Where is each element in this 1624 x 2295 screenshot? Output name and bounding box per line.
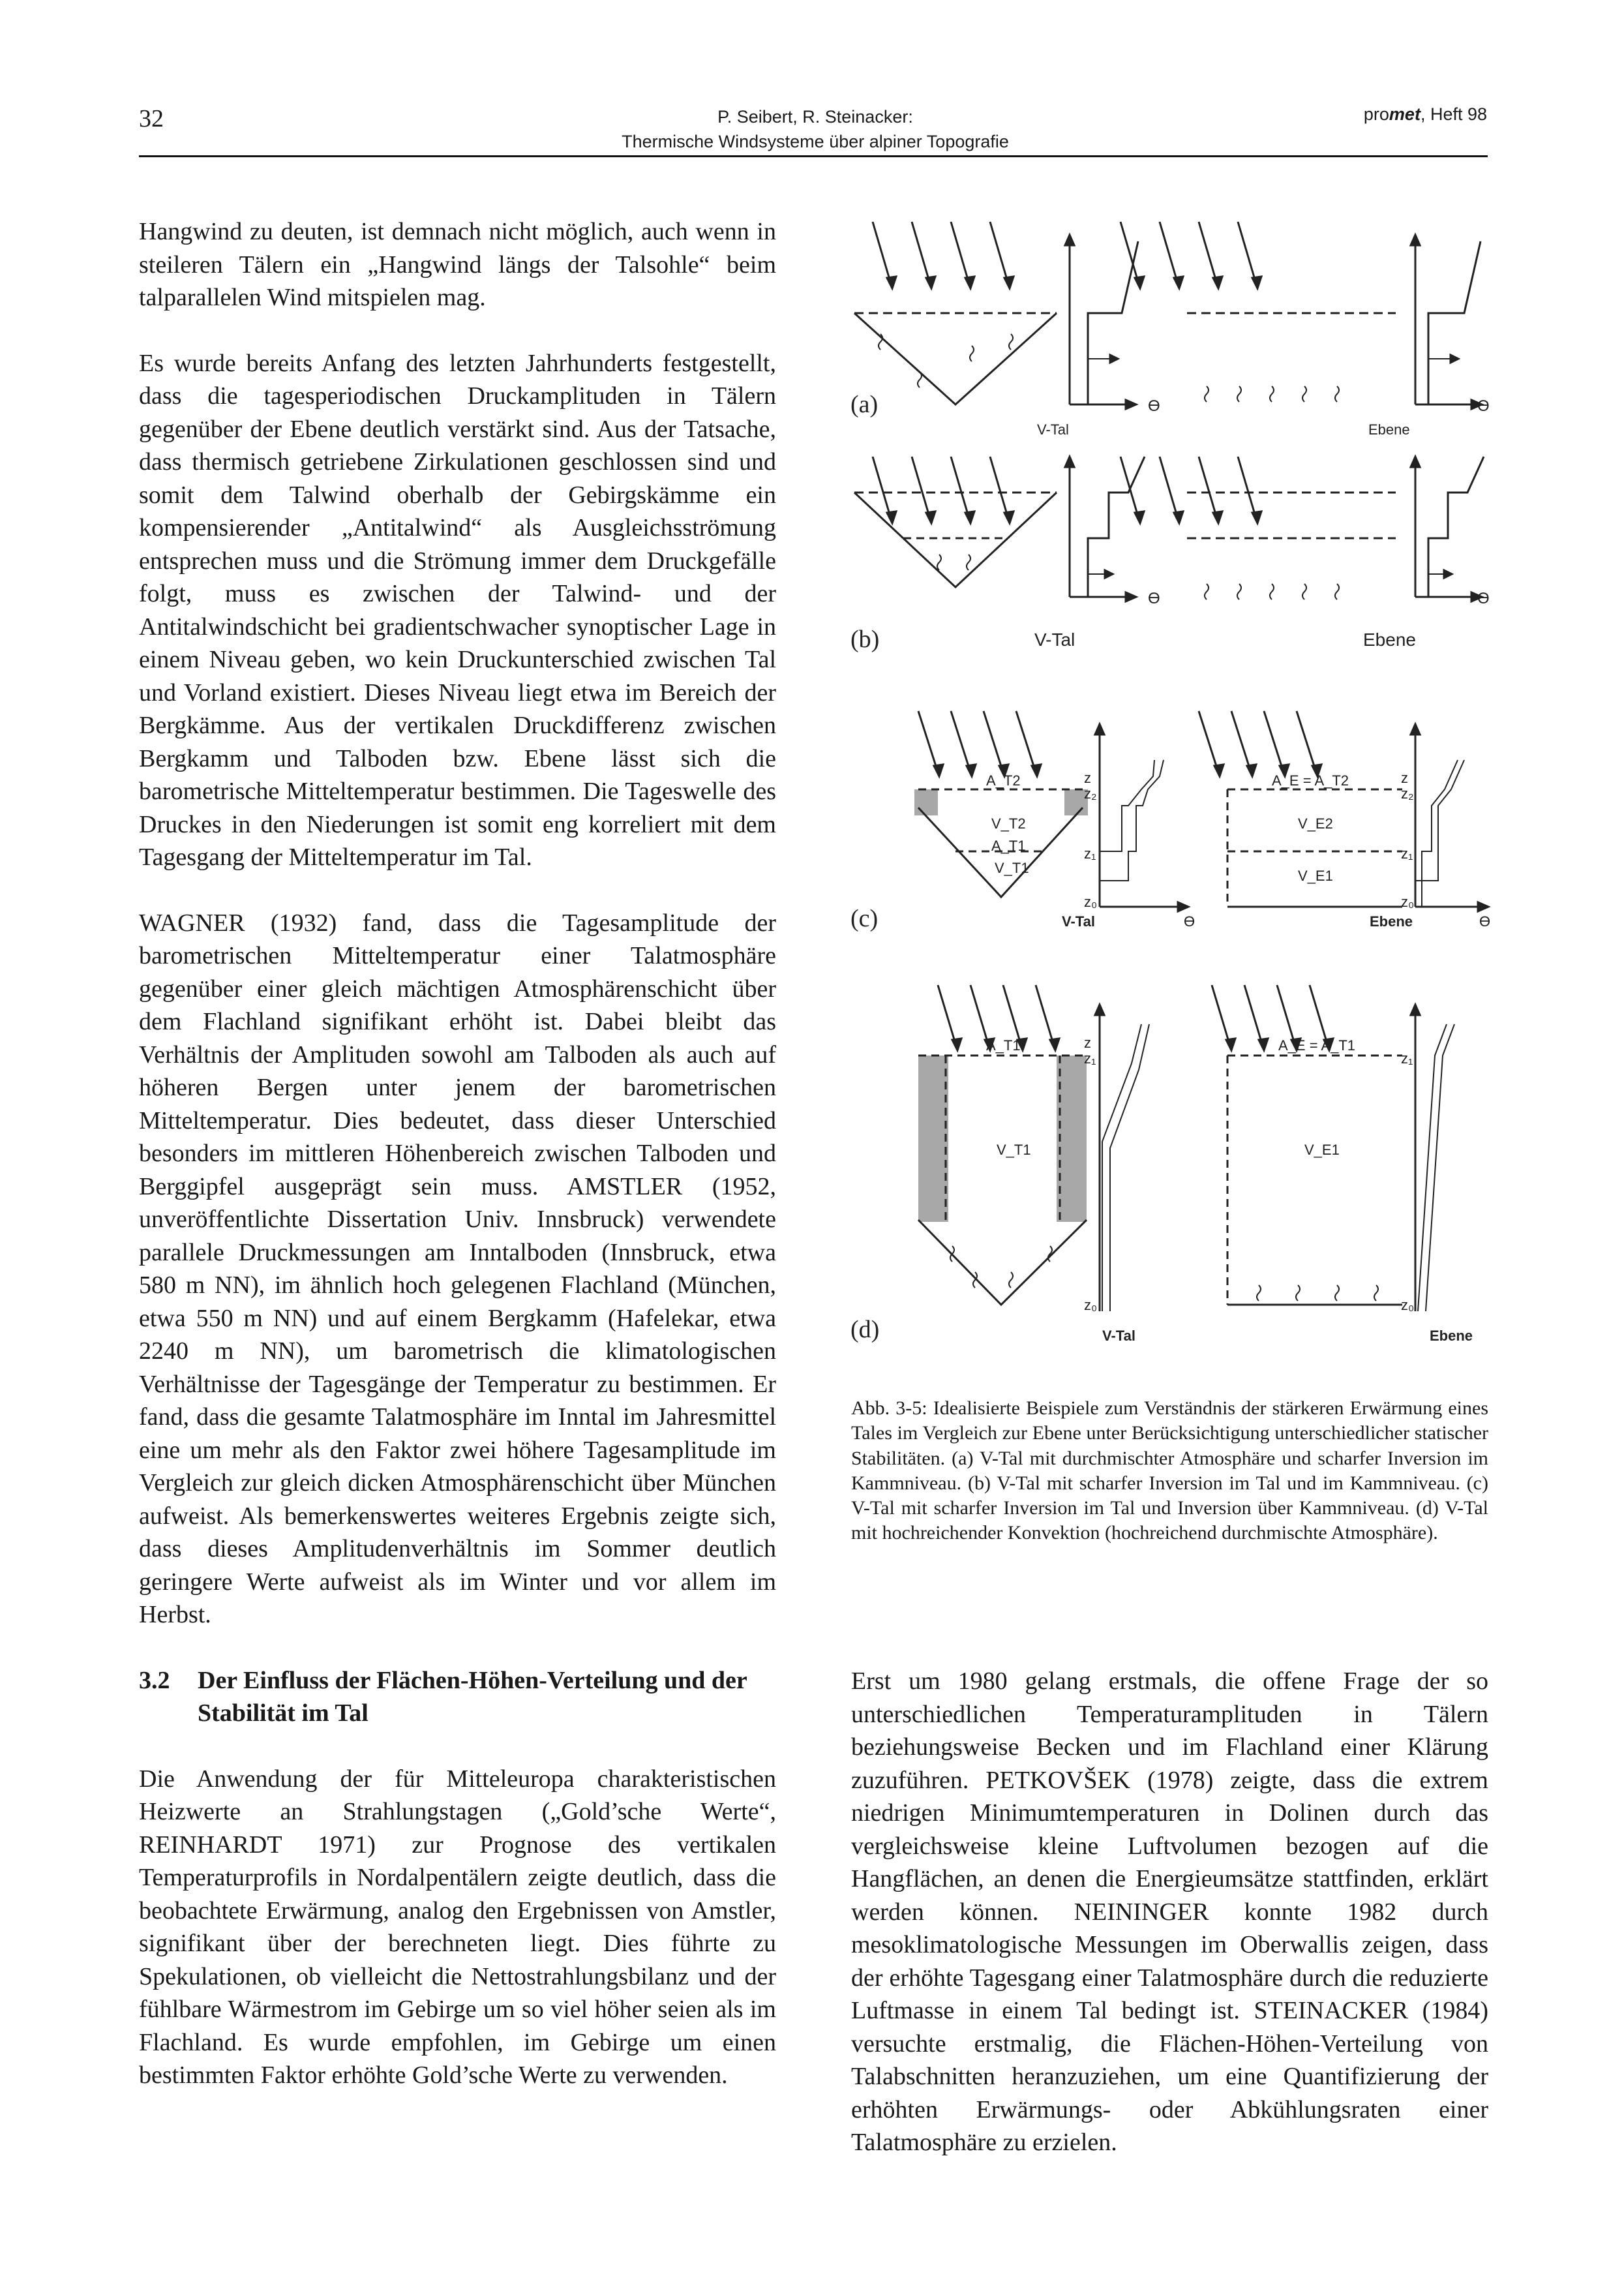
right-column (851, 1665, 1488, 2159)
ebene-label: Ebene (1370, 913, 1413, 930)
journal-issue (1337, 104, 1487, 125)
section-title: Der Einfluss der Flächen-Höhen-Verteilung und der Stabilität im Tal (198, 1666, 747, 1727)
label-ve1: V_E1 (1304, 1142, 1340, 1158)
label-z0: z₀ (1084, 1297, 1098, 1313)
label-z1: z₁ (1401, 1050, 1413, 1067)
label-at2: A_T2 (986, 772, 1021, 789)
panel-d-label: (d) (850, 1316, 880, 1343)
figure-caption: Abb. 3-5: Idealisierte Beispiele zum Verständnis der stärkeren Erwärmung eines Tales im Vergleich zur Ebene unter Berücksichtigung unterschiedlicher statischer Stabilitäten. (a) V-Tal mit durchmischter Atmosphäre und scharfer Inversion im Kammniveau. (b) V-Tal mit scharfer Inversion im Tal und im Kammniveau. (c) V-Tal mit scharfer Inversion im Tal und Inversion über Kammniveau. (d) V-Tal mit hochreichender Konvektion (hochreichend durchmischte Atmosphäre). (851, 1397, 1488, 1544)
label-z0: z₀ (1084, 894, 1098, 910)
figure-3-5 (841, 215, 1494, 1396)
journal-brand: met (1389, 104, 1421, 124)
label-z1: z₁ (1084, 1050, 1096, 1067)
label-z0: z₀ (1401, 1297, 1415, 1313)
label-vt2: V_T2 (991, 815, 1026, 832)
theta-label: ϴ (1477, 397, 1490, 415)
label-z0: z₀ (1401, 894, 1415, 910)
label-ve1: V_E1 (1298, 868, 1333, 884)
label-at1: A_T1 (986, 1037, 1021, 1054)
paragraph: WAGNER (1932) fand, dass die Tagesamplitude der barometrischen Mitteltemperatur einer Talatmosphäre gegenüber einer gleich mächtigen Atmosphärenschicht über dem Flachland signifikant erhöht ist. Dabei bleibt das Verhältnis der Amplituden sowohl am Talboden als auch auf höheren Bergen unter jenem der barometrischen Mitteltemperatur. Dies bedeutet, dass dieser Unterschied besonders im mittleren Höhenbereich zwischen Talboden und Berggipfel ausgeprägt sein muss. AMSTLER (1952, unveröffentlichte Dissertation Univ. Innsbruck) verwendete parallele Druckmessungen am Inntalboden (Innsbruck, etwa 580 m NN), im ähnlich hoch gelegenen Flachland (München, etwa 550 m NN) und auf einem Bergkamm (Hafelekar, etwa 2240 m NN), um barometrisch die klimatologischen Verhältnisse der Tagesgänge der Temperatur zu bestimmen. Er fand, dass die gesamte Talatmosphäre im Inntal im Jahresmittel eine um mehr als den Faktor zwei höhere Tagesamplitude im Vergleich zur gleich dicken Atmosphärenschicht über München aufweist. Als bemerkenswertes weiteres Ergebnis zeigte sich, dass dieses Amplitudenverhältnis im Sommer deutlich geringere Werte aufweist als im Winter und vor allem im Herbst. (139, 909, 776, 1628)
paragraph: Erst um 1980 gelang erstmals, die offene Frage der so unterschiedlichen Temperaturamplituden in Tälern beziehungsweise Becken und im Flachland einer Klärung zuzuführen. PETKOVŠEK (1978) zeigte, dass die extrem niedrigen Minimumtemperaturen in Dolinen durch das vergleichsweise kleine Luftvolumen bezogen auf die Hangflächen, an denen die Energieumsätze stattfinden, erklärt werden können. NEININGER konnte 1982 durch mesoklimatologische Messungen im Oberwallis zeigen, dass der erhöhte Tagesgang einer Talatmosphäre durch die reduzierte Luftmasse in einem Tal bedingt ist. STEINACKER (1984) versuchte erstmalig, die Flächen-Höhen-Verteilung von Talabschnitten heranzuziehen, um eine Quantifizierung der erhöhten Erwärmungs- oder Abkühlungsraten einer Talatmosphäre zu erzielen. (851, 1667, 1488, 2156)
header-authors: P. Seibert, R. Steinacker: (717, 107, 913, 127)
section-number: 3.2 (139, 1666, 170, 1694)
paragraph: Die Anwendung der für Mitteleuropa charakteristischen Heizwerte an Strahlungstagen („Gold’sche Werte“, REINHARDT 1971) zur Prognose des vertikalen Temperaturprofils in Nordalpentälern zeigte deutlich, dass die beobachtete Erwärmung, analog den Ergebnissen von Amstler, signifikant über der berechneten liegt. Dies führte zu Spekulationen, ob vielleicht die Nettostrahlungsbilanz und der fühlbare Wärmestrom im Gebirge um so viel höher seien als im Flachland. Es wurde empfohlen, im Gebirge um einen bestimmten Faktor erhöhte Gold’sche Werte zu verwenden. (139, 1765, 776, 2089)
vtal-label: V-Tal (1034, 630, 1075, 650)
paragraph: Es wurde bereits Anfang des letzten Jahrhunderts festgestellt, dass die tagesperiodischen Druckamplituden in Tälern gegenüber der Ebene deutlich verstärkt sind. Aus der Tatsache, dass thermisch getriebene Zirkulationen geschlossen sind und somit dem Talwind oberhalb der Gebirgskämme ein kompensierender „Antitalwind“ als Ausgleichsströmung entsprechen muss und die Strömung immer dem Druckgefälle folgt, muss es zwischen der Talwind- und der Antitalwindschicht bei gradientschwacher synoptischer Lage in einem Niveau geben, wo kein Druckunterschied zwischen Tal und Vorland existiert. Dieses Niveau liegt etwa im Bereich der Bergkämme. Aus der vertikalen Druckdifferenz zwischen Bergkamm und Talboden bzw. Ebene lässt sich die barometrische Mitteltemperatur bestimmen. Die Tageswelle des Druckes in den Niederungen ist somit eng korreliert mit dem Tagesgang der Mitteltemperatur im Tal. (139, 349, 776, 871)
label-z1: z₁ (1401, 845, 1413, 862)
header-rule (139, 155, 1488, 157)
journal-prefix: pro (1363, 104, 1389, 124)
label-ae-at1: A_E = A_T1 (1278, 1037, 1356, 1054)
radiation-arrows (873, 222, 1261, 288)
section-heading (139, 1664, 776, 1730)
label-z2: z₂ (1084, 785, 1097, 802)
theta-label: ϴ (1148, 397, 1160, 415)
header-title: Thermische Windsysteme über alpiner Topografie (622, 132, 1009, 151)
panel-c (850, 711, 1490, 932)
running-header (574, 104, 1057, 154)
vtal-label: V-Tal (1037, 421, 1069, 438)
label-z: z (1401, 770, 1408, 786)
left-column (139, 215, 776, 2092)
panel-a-label: (a) (850, 391, 879, 418)
label-vt1: V_T1 (995, 860, 1029, 876)
label-at1: A_T1 (991, 838, 1026, 854)
label-z: z (1084, 770, 1091, 786)
vtal-label: V-Tal (1062, 913, 1095, 930)
label-z1: z₁ (1084, 845, 1096, 862)
label-z: z (1084, 1035, 1091, 1051)
theta-label: ϴ (1148, 590, 1160, 607)
label-ae-at2: A_E = A_T2 (1272, 772, 1349, 789)
ebene-label: Ebene (1363, 630, 1416, 650)
paragraph: Hangwind zu deuten, ist demnach nicht möglich, auch wenn in steileren Tälern ein „Hangwind längs der Talsohle“ beim talparallelen Wind mitspielen mag. (139, 218, 776, 311)
page-number: 32 (139, 105, 164, 132)
theta-label: ϴ (1479, 913, 1491, 930)
panel-a (850, 222, 1490, 438)
theta-label: ϴ (1184, 913, 1195, 930)
label-z2: z₂ (1401, 785, 1414, 802)
theta-label: ϴ (1477, 590, 1490, 607)
ebene-label: Ebene (1430, 1328, 1473, 1344)
panel-b-label: (b) (850, 626, 880, 653)
panel-c-label: (c) (850, 905, 879, 932)
label-vt1: V_T1 (997, 1142, 1031, 1158)
ebene-label: Ebene (1368, 421, 1410, 438)
panel-b (850, 457, 1490, 653)
label-ve2: V_E2 (1298, 815, 1333, 832)
panel-d (850, 985, 1473, 1344)
journal-issue-number: , Heft 98 (1420, 104, 1487, 124)
vtal-label: V-Tal (1102, 1328, 1135, 1344)
